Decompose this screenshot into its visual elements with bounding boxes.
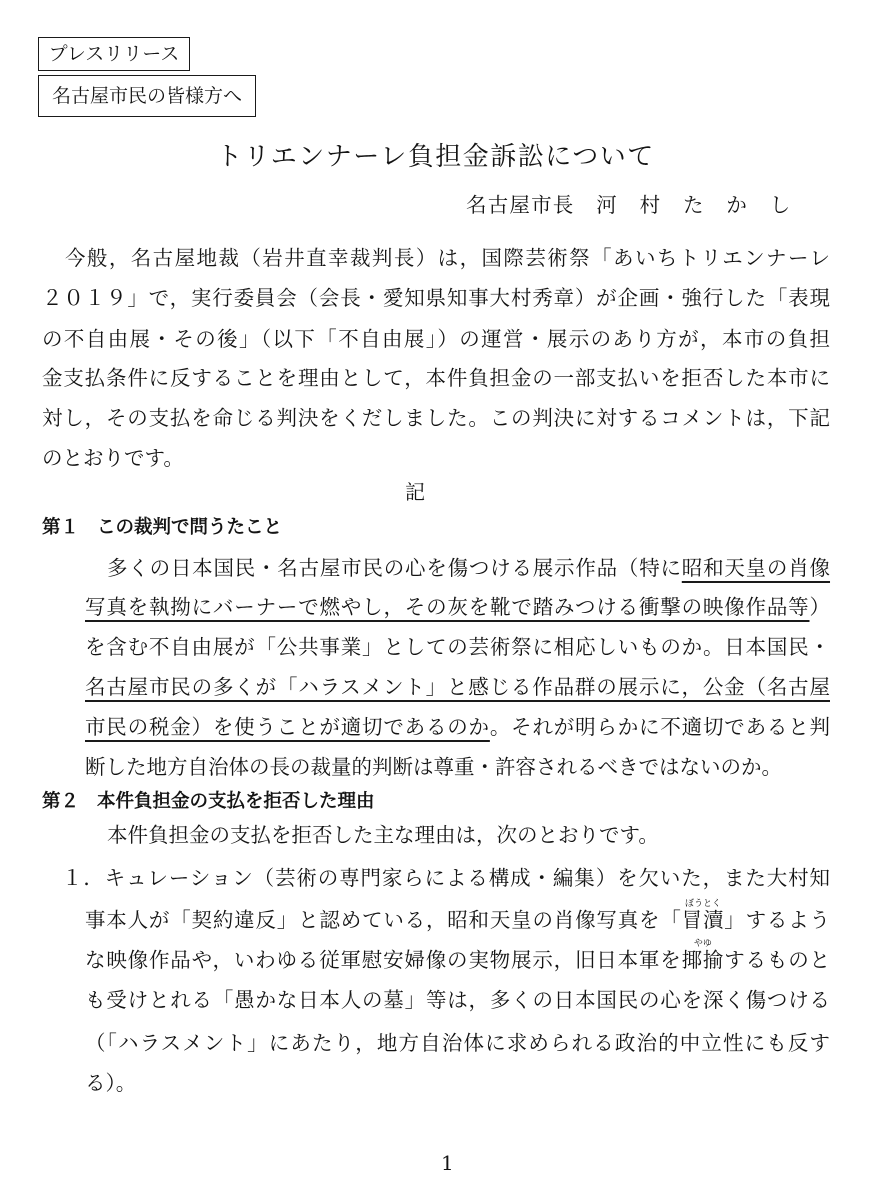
section-1-heading: この裁判で問うたこと — [97, 517, 283, 538]
item-line: も受けとれる「愚かな日本人の墓」等は，多くの日本国民の心を深く傷つける — [85, 988, 830, 1012]
ruby-reading: ぼうとく — [684, 899, 721, 909]
text-segment: キュレーション（芸術の専門家らによる構成・編集）を欠いた，また大村知 — [104, 866, 830, 890]
ruby-reading: やゆ — [693, 939, 712, 949]
underlined-segment: 名古屋市民の多くが「ハラスメント」と感じる作品群の展示に，公金（名古屋 — [85, 675, 830, 699]
ruby-base: 揶揄 — [681, 948, 725, 972]
text-segment: 多くの日本国民・名古屋市民の心を傷つける展示作品（特に — [107, 556, 682, 580]
section-1-line — [85, 753, 782, 781]
ruby-word — [681, 899, 725, 932]
item-line — [85, 899, 831, 934]
press-release-label: プレスリリース — [38, 37, 190, 71]
item-line: （「ハラスメント」にあたり，地方自治体に求められる政治的中立性にも反す — [85, 1031, 830, 1055]
text-segment: 」するよう — [724, 908, 831, 932]
section-1-line — [107, 554, 830, 582]
item-line — [85, 939, 831, 974]
underlined-segment: 市民の税金）を使うことが適切であるのか — [85, 715, 490, 739]
text-segment: ） — [809, 595, 830, 619]
intro-line: ２０１９」で，実行委員会（会長・愛知県知事大村秀章）が企画・強行した「表現 — [42, 286, 830, 310]
section-1-line — [85, 633, 830, 661]
text-segment: を含む不自由展が「公共事業」としての芸術祭に相応しいものか。日本国民・ — [85, 635, 830, 659]
ruby-base: 冒瀆 — [681, 908, 725, 932]
section-1-line — [85, 713, 830, 741]
intro-line: 金支払条件に反することを理由として，本件負担金の一部支払いを拒否した本市に — [42, 366, 830, 390]
author-line: 名古屋市長 河 村 た か し — [466, 193, 792, 217]
audience-label: 名古屋市民の皆様方へ — [38, 75, 256, 117]
page-number: 1 — [441, 1151, 454, 1175]
intro-line: のとおりです。 — [42, 446, 184, 470]
ki-marker: 記 — [405, 480, 425, 504]
text-segment: 。それが明らかに不適切であると判 — [489, 715, 831, 739]
ruby-word — [681, 939, 725, 972]
section-2-intro: 本件負担金の支払を拒否した主な理由は，次のとおりです。 — [107, 823, 659, 847]
underlined-segment: 写真を執拗にバーナーで燃やし，その灰を靴で踏みつける衝撃の映像作品等 — [85, 595, 810, 619]
text-segment: 事本人が「契約違反」と認めている，昭和天皇の肖像写真を「 — [85, 908, 682, 932]
intro-line: 対し，その支払を命じる判決をくだしました。この判決に対するコメントは，下記 — [42, 406, 830, 430]
underlined-segment: 昭和天皇の肖像 — [681, 556, 831, 580]
intro-line: 今般，名古屋地裁（岩井直幸裁判長）は，国際芸術祭「あいちトリエンナーレ — [65, 246, 830, 270]
item-line: る）。 — [85, 1071, 137, 1095]
intro-line: の不自由展・その後」（以下「不自由展」）の運営・展示のあり方が，本市の負担 — [42, 327, 830, 351]
section-1-number: 第１ — [42, 517, 80, 538]
item-marker: １． — [62, 866, 105, 890]
section-2-heading: 本件負担金の支払を拒否した理由 — [97, 791, 375, 812]
text-segment: 断した地方自治体の長の裁量的判断は尊重・許容されるべきではないのか。 — [85, 755, 782, 779]
text-segment: するものと — [724, 948, 831, 972]
text-segment: な映像作品や，いわゆる従軍慰安婦像の実物展示，旧日本軍を — [85, 948, 682, 972]
section-1-line — [85, 593, 830, 621]
item-line — [62, 864, 830, 892]
section-2-number: 第２ — [42, 791, 80, 812]
section-1-line — [85, 673, 830, 701]
document-title: トリエンナーレ負担金訴訟について — [216, 142, 655, 172]
